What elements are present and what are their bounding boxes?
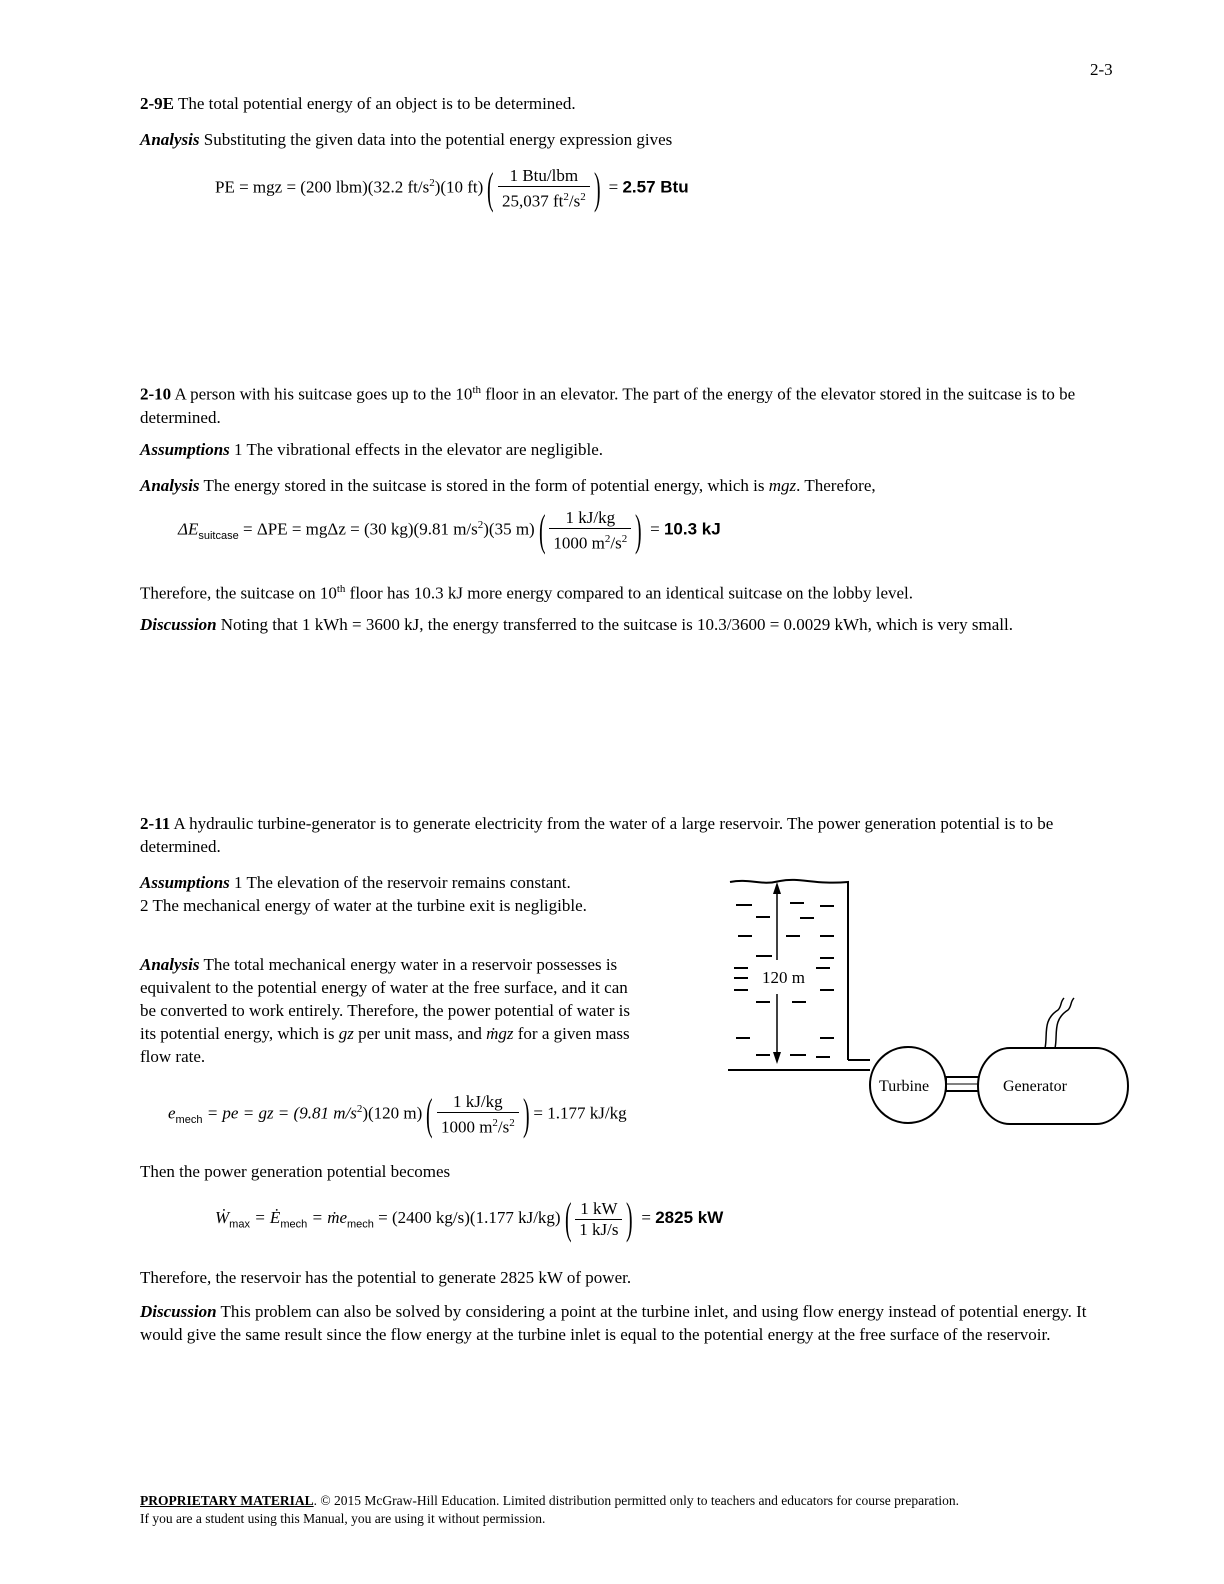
eq-e: e: [168, 1103, 176, 1123]
eq-body: = (2400 kg/s)(1.177 kJ/kg): [378, 1207, 561, 1227]
therefore-a: Therefore, the suitcase on 10: [140, 583, 337, 603]
problem-id: 2-11: [140, 814, 171, 833]
analysis-text-a: The total mechanical energy water in a reservoir possesses is equivalent to the potential energy of water at the free surface, and it can be converted to work entirely. Therefore, the power potential of water is its potential energy, which is: [140, 955, 630, 1043]
problem-2-10-analysis: [140, 474, 1130, 497]
eq-body-2: )(35 m): [483, 519, 535, 539]
turbine-label: Turbine: [879, 1078, 930, 1095]
problem-2-11-assumptions: [140, 871, 650, 917]
problem-id: 2-10: [140, 384, 172, 404]
footer-line-1: . © 2015 McGraw-Hill Education. Limited distribution permitted only to teachers and educators for course preparation.: [313, 1493, 959, 1508]
problem-2-10-assumptions: [140, 438, 1130, 461]
eq-lhs: PE = mgz = (200 lbm)(32.2 ft/s: [215, 177, 430, 197]
eq-sub-mech-2: mech: [347, 1218, 374, 1231]
right-paren: ): [522, 1089, 530, 1139]
fraction-numerator: 1 kW: [575, 1199, 622, 1220]
analysis-text-a: The energy stored in the suitcase is stored in the form of potential energy, which is: [203, 476, 765, 495]
fraction-denominator: 1000 $m^2/s^2$: [440, 1117, 515, 1137]
eq-w-dot: Ẇ: [215, 1207, 230, 1227]
arrow-head-up: [773, 882, 781, 894]
problem-statement: The total potential energy of an object is to be determined.: [177, 94, 576, 113]
eq-result: 2.57 Btu: [622, 177, 689, 197]
analysis-text-c: for a given mass flow rate.: [140, 1024, 630, 1066]
fraction-denominator: 1 kJ/s: [579, 1219, 619, 1239]
equation-power-potential: Ẇ$_{max}$ = $Ė_{mech}$ = ṁe$_{mech}$ = (2400 kg/s)(1.177 kJ/kg)( $\frac{1 kW}{1 kJ/s}$ ) = 2825 kW: [215, 1194, 724, 1243]
eq-delta-e: ΔE: [178, 519, 199, 539]
left-paren: (: [426, 1089, 433, 1139]
eq-sub-mech: mech: [280, 1218, 308, 1231]
fraction-numerator: 1 kJ/kg: [437, 1092, 519, 1113]
eq-body: = pe = gz = (9.81 m/s: [206, 1103, 357, 1123]
statement-part-a: A person with his suitcase goes up to the 10: [174, 384, 473, 404]
assumptions-label: Assumptions: [140, 440, 230, 459]
eq-exp: 2: [429, 177, 435, 190]
fraction-denominator: 25,037 $ft^2/s^2$: [501, 191, 586, 211]
problem-2-9e-statement: [140, 92, 1130, 115]
equation-suitcase-energy: $\Delta E_{suitcase} = \Delta PE = mg\Delta z = (30$ kg)(9.81 $m/s^2)(35$ m)( $\frac{1 kJ/kg}{1000 m^2/s^2}$ ) = 10.3 kJ: [178, 505, 721, 555]
eq-result: 2825 kW: [655, 1207, 724, 1227]
footer-line-2: If you are a student using this Manual, you are using it without permission.: [140, 1511, 546, 1526]
assumption-1: 1 The elevation of the reservoir remains constant.: [234, 873, 571, 892]
problem-2-10-statement: [140, 379, 1130, 429]
wire-1: [1045, 998, 1064, 1048]
discussion-label: Discussion: [140, 1302, 217, 1321]
left-paren: (: [487, 163, 494, 213]
right-paren: ): [593, 163, 601, 213]
arrow-head-down: [773, 1052, 781, 1064]
therefore-b: floor has 10.3 kJ more energy compared to an identical suitcase on the lobby level.: [349, 583, 914, 603]
eq-body-2: )(120 m): [362, 1103, 423, 1123]
eq-body: = ΔPE = mgΔz = (30 kg)(9.81 m/s: [242, 519, 478, 539]
then-text: Then the power generation potential becomes: [140, 1162, 451, 1181]
eq-m-dot: = ṁe: [311, 1207, 348, 1227]
generator-label: Generator: [1003, 1078, 1067, 1095]
reservoir-turbine-figure: [720, 870, 1140, 1140]
analysis-label: Analysis: [140, 955, 200, 974]
fraction-numerator: 1 kJ/kg: [549, 508, 631, 529]
analysis-text: Substituting the given data into the potential energy expression gives: [203, 130, 673, 149]
eq-result: 10.3 kJ: [663, 519, 721, 539]
assumption-1: 1 The vibrational effects in the elevator are negligible.: [234, 440, 603, 459]
height-label: 120 m: [762, 968, 805, 987]
page-number: 2-3: [1090, 60, 1113, 79]
fraction: [549, 508, 631, 554]
fraction: [437, 1092, 519, 1138]
discussion-label: Discussion: [140, 615, 217, 634]
eq-sub-max: max: [229, 1218, 250, 1231]
analysis-label: Analysis: [140, 130, 200, 149]
superscript-th: th: [472, 384, 481, 396]
footer-label: PROPRIETARY MATERIAL: [140, 1493, 314, 1508]
eq-mid: )(10 ft): [434, 177, 484, 197]
left-paren: (: [538, 505, 546, 555]
analysis-mgz: ṁgz: [486, 1024, 514, 1043]
fraction: [498, 166, 590, 212]
equation-mechanical-energy: $e_{mech}$ = pe = gz = (9.81 $m/s^2)(120$ m)( $\frac{1 kJ/kg}{1000 m^2/s^2}$ ) = 1.177 kJ/kg: [168, 1089, 627, 1139]
wire-2: [1055, 998, 1074, 1048]
problem-2-10-discussion: [140, 613, 1130, 636]
eq-e-dot: = Ė: [254, 1207, 281, 1227]
left-paren: (: [564, 1194, 572, 1243]
eq-subscript: mech: [175, 1114, 203, 1127]
problem-id: 2-9E: [140, 94, 174, 113]
right-paren: ): [635, 505, 642, 555]
assumption-2: 2 The mechanical energy of water at the turbine exit is negligible.: [140, 896, 587, 915]
problem-2-11-discussion: [140, 1300, 1130, 1346]
eq-result: = 1.177 kJ/kg: [533, 1103, 627, 1123]
equation-potential-energy: PE = mgz = (200 lbm)(32.2 $ft/s^2)(10$ ft)( $\frac{\text{1 Btu/lbm}}{25,037 ft^2/s^2}$ ) = 2.57 Btu: [215, 163, 689, 213]
problem-2-9e-analysis: [140, 128, 1130, 151]
statement-part-b: floor in an elevator. The part of the energy of the elevator stored in the suitcase is to be determined.: [140, 384, 1076, 427]
problem-2-10-therefore: [140, 578, 1130, 605]
problem-2-11-analysis: [140, 953, 640, 1068]
problem-statement: A hydraulic turbine-generator is to generate electricity from the water of a large reservoir. The power generation potential is to be determined.: [140, 814, 1054, 856]
analysis-mgz: mgz: [768, 476, 797, 495]
right-paren: ): [626, 1194, 634, 1243]
analysis-text-b: per unit mass, and: [358, 1024, 482, 1043]
discussion-text: Noting that 1 kWh = 3600 kJ, the energy transferred to the suitcase is 10.3/3600 = 0.0029 kWh, which is very small.: [220, 615, 1013, 634]
assumptions-label: Assumptions: [140, 873, 230, 892]
analysis-label: Analysis: [140, 476, 200, 495]
fraction-denominator: 1000 $m^2/s^2$: [553, 533, 628, 553]
analysis-text-b: . Therefore,: [796, 476, 876, 495]
analysis-gz: gz: [338, 1024, 354, 1043]
footer: [140, 1492, 959, 1528]
discussion-text: This problem can also be solved by considering a point at the turbine inlet, and using flow energy instead of potential energy. It would give the same result since the flow energy at the turbine inlet is equal to the potential energy at the free surface of the reservoir.: [140, 1302, 1087, 1344]
superscript-th: th: [336, 583, 346, 595]
problem-2-11-therefore: Therefore, the reservoir has the potential to generate 2825 kW of power.: [140, 1268, 632, 1287]
problem-2-11-statement: [140, 812, 1130, 858]
fraction: [575, 1199, 622, 1240]
eq-subscript: suitcase: [198, 530, 239, 543]
fraction-numerator: 1 Btu/lbm: [498, 166, 590, 187]
